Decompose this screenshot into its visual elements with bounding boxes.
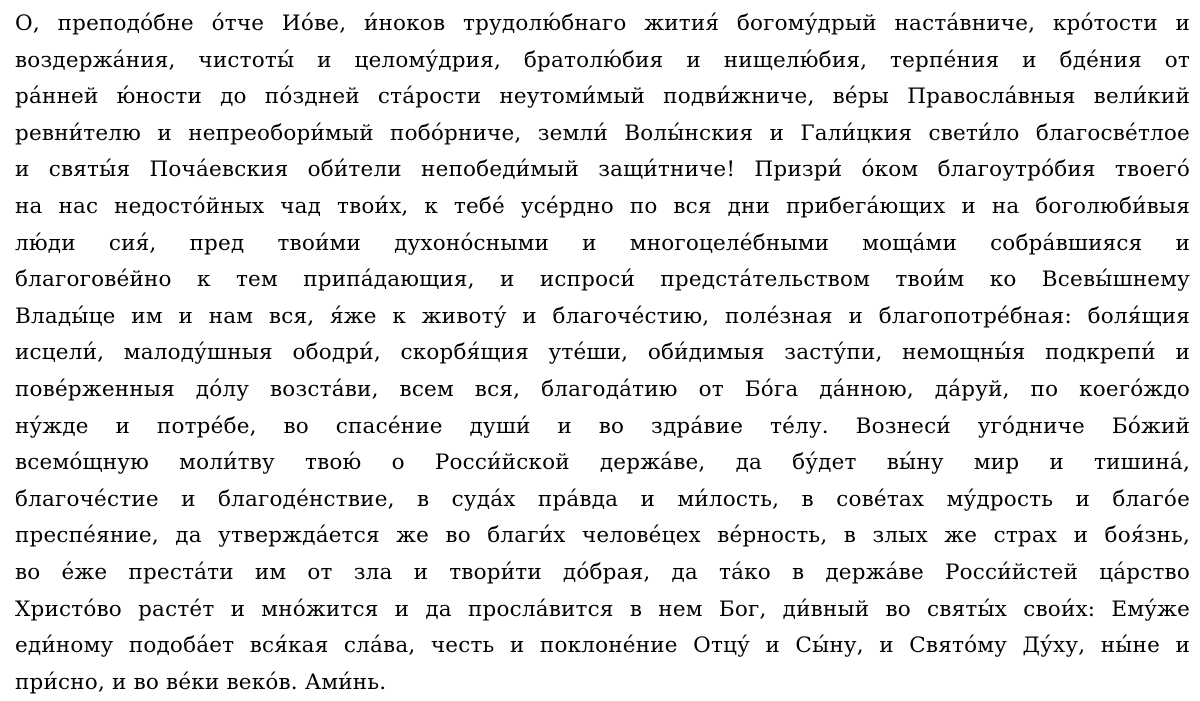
prayer-line: всемо́щную моли́тву твою́ о Росси́йской держа́ве, да бу́дет вы́ну мир и тишина́, — [15, 450, 1190, 476]
prayer-line: и святы́я Поча́евския оби́тели непобеди́мый защи́тниче! Призри́ о́ком благоутро́бия твоего́ — [15, 157, 1190, 183]
prayer-line: при́сно, и во ве́ки веко́в. Ами́нь. — [15, 669, 387, 695]
prayer-line: О, преподо́бне о́тче Ио́ве, и́ноков трудолю́бнаго жития́ богому́дрый наста́вниче, кро́тости и — [15, 11, 1190, 36]
prayer-line: ревни́телю и непреобори́мый побо́рниче, земли́ Волы́нския и Гали́цкия свети́ло благосве́тлое — [15, 120, 1190, 146]
prayer-line: на нас недосто́йных чад твои́х, к тебе́ усе́рдно по вся дни прибега́ющих и на боголюби́выя — [15, 193, 1190, 219]
prayer-line: Влады́це им и нам вся, я́же к животу́ и благоче́стию, поле́зная и благопотре́бная: боля́щия — [15, 303, 1190, 329]
prayer-line: еди́ному подоба́ет вся́кая сла́ва, честь и поклоне́ние Отцу́ и Сы́ну, и Свято́му Ду́ху, ны́не и — [15, 633, 1190, 659]
prayer-line: пове́рженныя до́лу возста́ви, всем вся, благода́тию от Бо́га да́нною, да́руй, по коего́ждо — [15, 376, 1190, 402]
prayer-line: Христо́во расте́т и мно́жится и да просла́вится в нем Бог, ди́вный во святы́х свои́х: Ему́же — [15, 596, 1190, 622]
prayer-line: исцели́, малоду́шныя ободри́, скорбя́щия уте́ши, оби́димыя засту́пи, немощны́я подкрепи́ и — [15, 340, 1190, 366]
prayer-text-block — [15, 6, 1190, 701]
prayer-line: ра́нней ю́ности до по́здней ста́рости неутоми́мый подви́жниче, ве́ры Правосла́вныя вели́кий — [15, 84, 1190, 110]
prayer-line: ну́жде и потре́бе, во спасе́ние души́ и во здра́вие те́лу. Вознеси́ уго́дниче Бо́жий — [15, 413, 1190, 439]
prayer-line: лю́ди сия́, пред твои́ми духоно́сными и многоцеле́бными моща́ми собра́вшияся и — [15, 230, 1190, 256]
prayer-line: во е́же преста́ти им от зла и твори́ти до́брая, да та́ко в держа́ве Росси́йстей ца́рство — [15, 559, 1190, 585]
prayer-line: благоче́стие и благоде́нствие, в суда́х пра́вда и ми́лость, в сове́тах му́дрость и благо́е — [15, 486, 1190, 512]
prayer-line: благогове́йно к тем припа́дающия, и испроси́ предста́тельством твои́м ко Всевы́шнему — [15, 267, 1190, 293]
prayer-line: преспе́яние, да утвержда́ется же во благи́х челове́цех ве́рность, в злых же страх и боя́знь, — [15, 523, 1190, 549]
prayer-line: воздержа́ния, чистоты́ и целому́дрия, братолю́бия и нищелю́бия, терпе́ния и бде́ния от — [15, 47, 1190, 73]
